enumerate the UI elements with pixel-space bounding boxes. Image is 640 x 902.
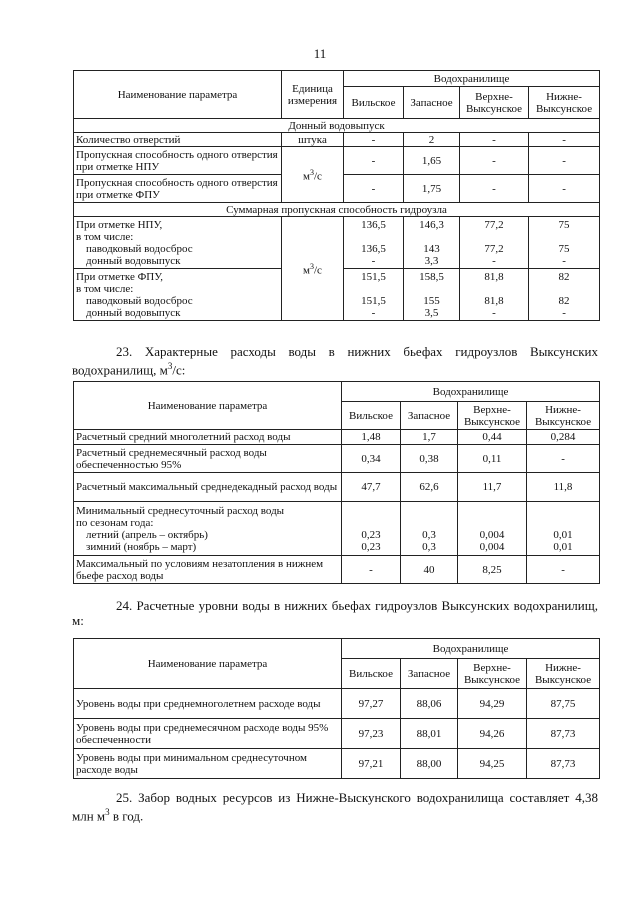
header-col-1: Вильское <box>344 87 404 119</box>
line: в том числе: <box>76 230 134 243</box>
value: 81,8 <box>484 270 504 283</box>
cell: 1,75 <box>404 175 460 203</box>
value <box>346 283 401 295</box>
row-label: Расчетный среднемесячный расход воды обеспеченностью 95% <box>74 445 342 473</box>
value <box>531 231 597 243</box>
cell: 1,7 <box>401 430 458 445</box>
cell: 0,44 <box>458 430 527 445</box>
value <box>406 231 457 243</box>
value <box>460 505 524 517</box>
value: 0,3 <box>422 540 436 553</box>
cell: 11,7 <box>458 473 527 502</box>
cell: 1,48 <box>342 430 401 445</box>
cell: 94,26 <box>458 719 527 749</box>
para-text: Забор водных ресурсов из Нижне-Выскунского водохранилища составляет 4,38 млн м <box>72 790 598 824</box>
cell-stack <box>460 269 529 321</box>
value: 3,3 <box>424 254 439 267</box>
unit-m3s-base: м <box>303 264 310 277</box>
value: 82 <box>558 270 570 283</box>
header-col-3: Верхне-Выксунское <box>460 87 529 119</box>
para-text-tail: /с: <box>172 362 186 378</box>
cell-stack <box>344 269 404 321</box>
value: 151,5 <box>361 270 386 283</box>
cell: - <box>529 147 600 175</box>
value <box>462 231 526 243</box>
para-sup: 3 <box>105 807 110 817</box>
table-water-levels <box>73 638 600 779</box>
header-col-2: Запасное <box>401 659 458 689</box>
cell: 88,00 <box>401 749 458 779</box>
line: При отметке НПУ, <box>76 218 163 231</box>
cell: - <box>344 175 404 203</box>
paragraph-25 <box>72 790 598 823</box>
value <box>529 505 597 517</box>
header-reservoir: Водохранилище <box>344 71 600 87</box>
paragraph-23 <box>72 344 598 377</box>
value <box>344 517 398 529</box>
header-col-3: Верхне-Выксунское <box>458 659 527 689</box>
value: 0,004 <box>479 540 505 553</box>
para-number: 24. <box>116 598 133 613</box>
value: - <box>371 306 376 319</box>
row-label-npu-group <box>74 217 282 269</box>
value: 151,5 <box>361 294 386 307</box>
value: 143 <box>423 242 440 255</box>
value: 81,8 <box>484 294 504 307</box>
value <box>406 283 457 295</box>
line: зимний (ноябрь – март) <box>86 540 197 553</box>
row-label: Расчетный средний многолетний расход воды <box>74 430 342 445</box>
header-reservoir: Водохранилище <box>342 639 600 659</box>
cell-stack <box>529 269 600 321</box>
value: - <box>492 254 496 267</box>
cell: - <box>460 175 529 203</box>
row-label-min-discharge <box>74 502 342 556</box>
value: - <box>562 254 566 267</box>
cell: 97,23 <box>342 719 401 749</box>
cell: 40 <box>401 556 458 584</box>
header-parameter: Наименование параметра <box>74 382 342 430</box>
cell: - <box>344 147 404 175</box>
row-label: Количество отверстий <box>74 133 282 147</box>
row-unit: штука <box>282 133 344 147</box>
cell-stack <box>404 217 460 269</box>
header-unit: Единица измерения <box>282 71 344 119</box>
line: донный водовыпуск <box>86 254 181 267</box>
row-label: Уровень воды при среднемесячном расходе воды 95% обеспеченности <box>74 719 342 749</box>
value: 0,3 <box>422 528 436 541</box>
header-col-4: Нижне-Выксунское <box>529 87 600 119</box>
line: по сезонам года: <box>76 516 154 529</box>
cell: 8,25 <box>458 556 527 584</box>
cell: - <box>460 147 529 175</box>
line: донный водовыпуск <box>86 306 181 319</box>
cell: 0,38 <box>401 445 458 473</box>
cell-stack <box>527 502 600 556</box>
value <box>529 517 597 529</box>
line: летний (апрель – октябрь) <box>86 528 208 541</box>
cell: - <box>342 556 401 584</box>
cell: 0,34 <box>342 445 401 473</box>
value <box>460 517 524 529</box>
para-text: Характерные расходы воды в нижних бьефах гидроузлов Выксунских водохранилищ, м <box>72 344 598 378</box>
cell: 11,8 <box>527 473 600 502</box>
line: паводковый водосброс <box>86 242 193 255</box>
value: 146,3 <box>419 218 444 231</box>
cell: 97,27 <box>342 689 401 719</box>
cell: 87,73 <box>527 719 600 749</box>
cell: 2 <box>404 133 460 147</box>
value <box>403 505 455 517</box>
cell: 47,7 <box>342 473 401 502</box>
para-number: 25. <box>116 790 133 805</box>
unit-m3s-exp: 3 <box>310 167 314 177</box>
header-col-1: Вильское <box>342 659 401 689</box>
cell-stack <box>342 502 401 556</box>
value <box>344 505 398 517</box>
unit-m3s-exp: 3 <box>310 261 314 271</box>
value: 155 <box>423 294 440 307</box>
unit-m3s-tail: /с <box>314 170 322 183</box>
row-label: Пропускная способность одного отверстия при отметке НПУ <box>74 147 282 175</box>
row-label: Пропускная способность одного отверстия при отметке ФПУ <box>74 175 282 203</box>
value: 0,23 <box>361 528 381 541</box>
page-number: 11 <box>313 46 327 61</box>
cell-stack <box>458 502 527 556</box>
cell: 97,21 <box>342 749 401 779</box>
value: 136,5 <box>361 242 386 255</box>
value: - <box>371 254 376 267</box>
cell: - <box>344 133 404 147</box>
cell: - <box>527 445 600 473</box>
cell: 94,29 <box>458 689 527 719</box>
para-number: 23. <box>116 344 133 359</box>
cell: - <box>529 175 600 203</box>
header-parameter: Наименование параметра <box>74 639 342 689</box>
value: 0,004 <box>479 528 505 541</box>
value: 77,2 <box>484 242 504 255</box>
cell-stack <box>401 502 458 556</box>
unit-m3s <box>282 147 344 203</box>
cell-stack <box>529 217 600 269</box>
value <box>403 517 455 529</box>
cell: - <box>529 133 600 147</box>
cell-stack <box>404 269 460 321</box>
para-sup: 3 <box>167 361 173 371</box>
line: паводковый водосброс <box>86 294 193 307</box>
value: 0,01 <box>553 528 573 541</box>
section-total-capacity: Суммарная пропускная способность гидроузла <box>74 203 600 217</box>
para-text-tail: в год. <box>109 808 144 824</box>
value: - <box>492 306 496 319</box>
header-col-2: Запасное <box>401 402 458 430</box>
value: - <box>562 306 566 319</box>
value: 75 <box>558 218 570 231</box>
line: в том числе: <box>76 282 134 295</box>
cell: 87,75 <box>527 689 600 719</box>
header-col-2: Запасное <box>404 87 460 119</box>
cell: 0,284 <box>527 430 600 445</box>
value <box>531 283 597 295</box>
section-bottom-outlet: Донный водовыпуск <box>74 119 600 133</box>
paragraph-24 <box>72 598 598 628</box>
cell: 62,6 <box>401 473 458 502</box>
cell: 88,06 <box>401 689 458 719</box>
row-label: Уровень воды при среднемноголетнем расходе воды <box>74 689 342 719</box>
table-water-discharges <box>73 381 600 584</box>
value: 82 <box>558 294 570 307</box>
header-col-4: Нижне-Выксунское <box>527 402 600 430</box>
cell: 0,11 <box>458 445 527 473</box>
cell: 1,65 <box>404 147 460 175</box>
value: 3,5 <box>424 306 439 319</box>
header-reservoir: Водохранилище <box>342 382 600 402</box>
value: 158,5 <box>419 270 444 283</box>
unit-m3s-2 <box>282 217 344 321</box>
line: Минимальный среднесуточный расход воды <box>76 504 285 517</box>
value: 75 <box>558 242 570 255</box>
para-text: Расчетные уровни воды в нижних бьефах гидроузлов Выксунских водохранилищ, м: <box>72 598 599 628</box>
unit-m3s-tail: /с <box>314 264 322 277</box>
line: При отметке ФПУ, <box>76 270 163 283</box>
value <box>346 231 401 243</box>
cell: 88,01 <box>401 719 458 749</box>
row-label-fpu-group <box>74 269 282 321</box>
header-col-3: Верхне-Выксунское <box>458 402 527 430</box>
header-parameter: Наименование параметра <box>74 71 282 119</box>
cell-stack <box>460 217 529 269</box>
cell: 87,73 <box>527 749 600 779</box>
row-label: Максимальный по условиям незатопления в нижнем бьефе расход воды <box>74 556 342 584</box>
value <box>462 283 526 295</box>
value: 0,23 <box>361 540 381 553</box>
cell: 94,25 <box>458 749 527 779</box>
cell-stack <box>344 217 404 269</box>
cell: - <box>460 133 529 147</box>
table-spillway-capacity <box>73 70 600 321</box>
unit-m3s-base: м <box>303 170 310 183</box>
value: 136,5 <box>361 218 386 231</box>
header-col-4: Нижне-Выксунское <box>527 659 600 689</box>
header-col-1: Вильское <box>342 402 401 430</box>
value: 77,2 <box>484 218 504 231</box>
row-label: Уровень воды при минимальном среднесуточном расходе воды <box>74 749 342 779</box>
value: 0,01 <box>553 540 573 553</box>
cell: - <box>527 556 600 584</box>
row-label: Расчетный максимальный среднедекадный расход воды <box>74 473 342 502</box>
